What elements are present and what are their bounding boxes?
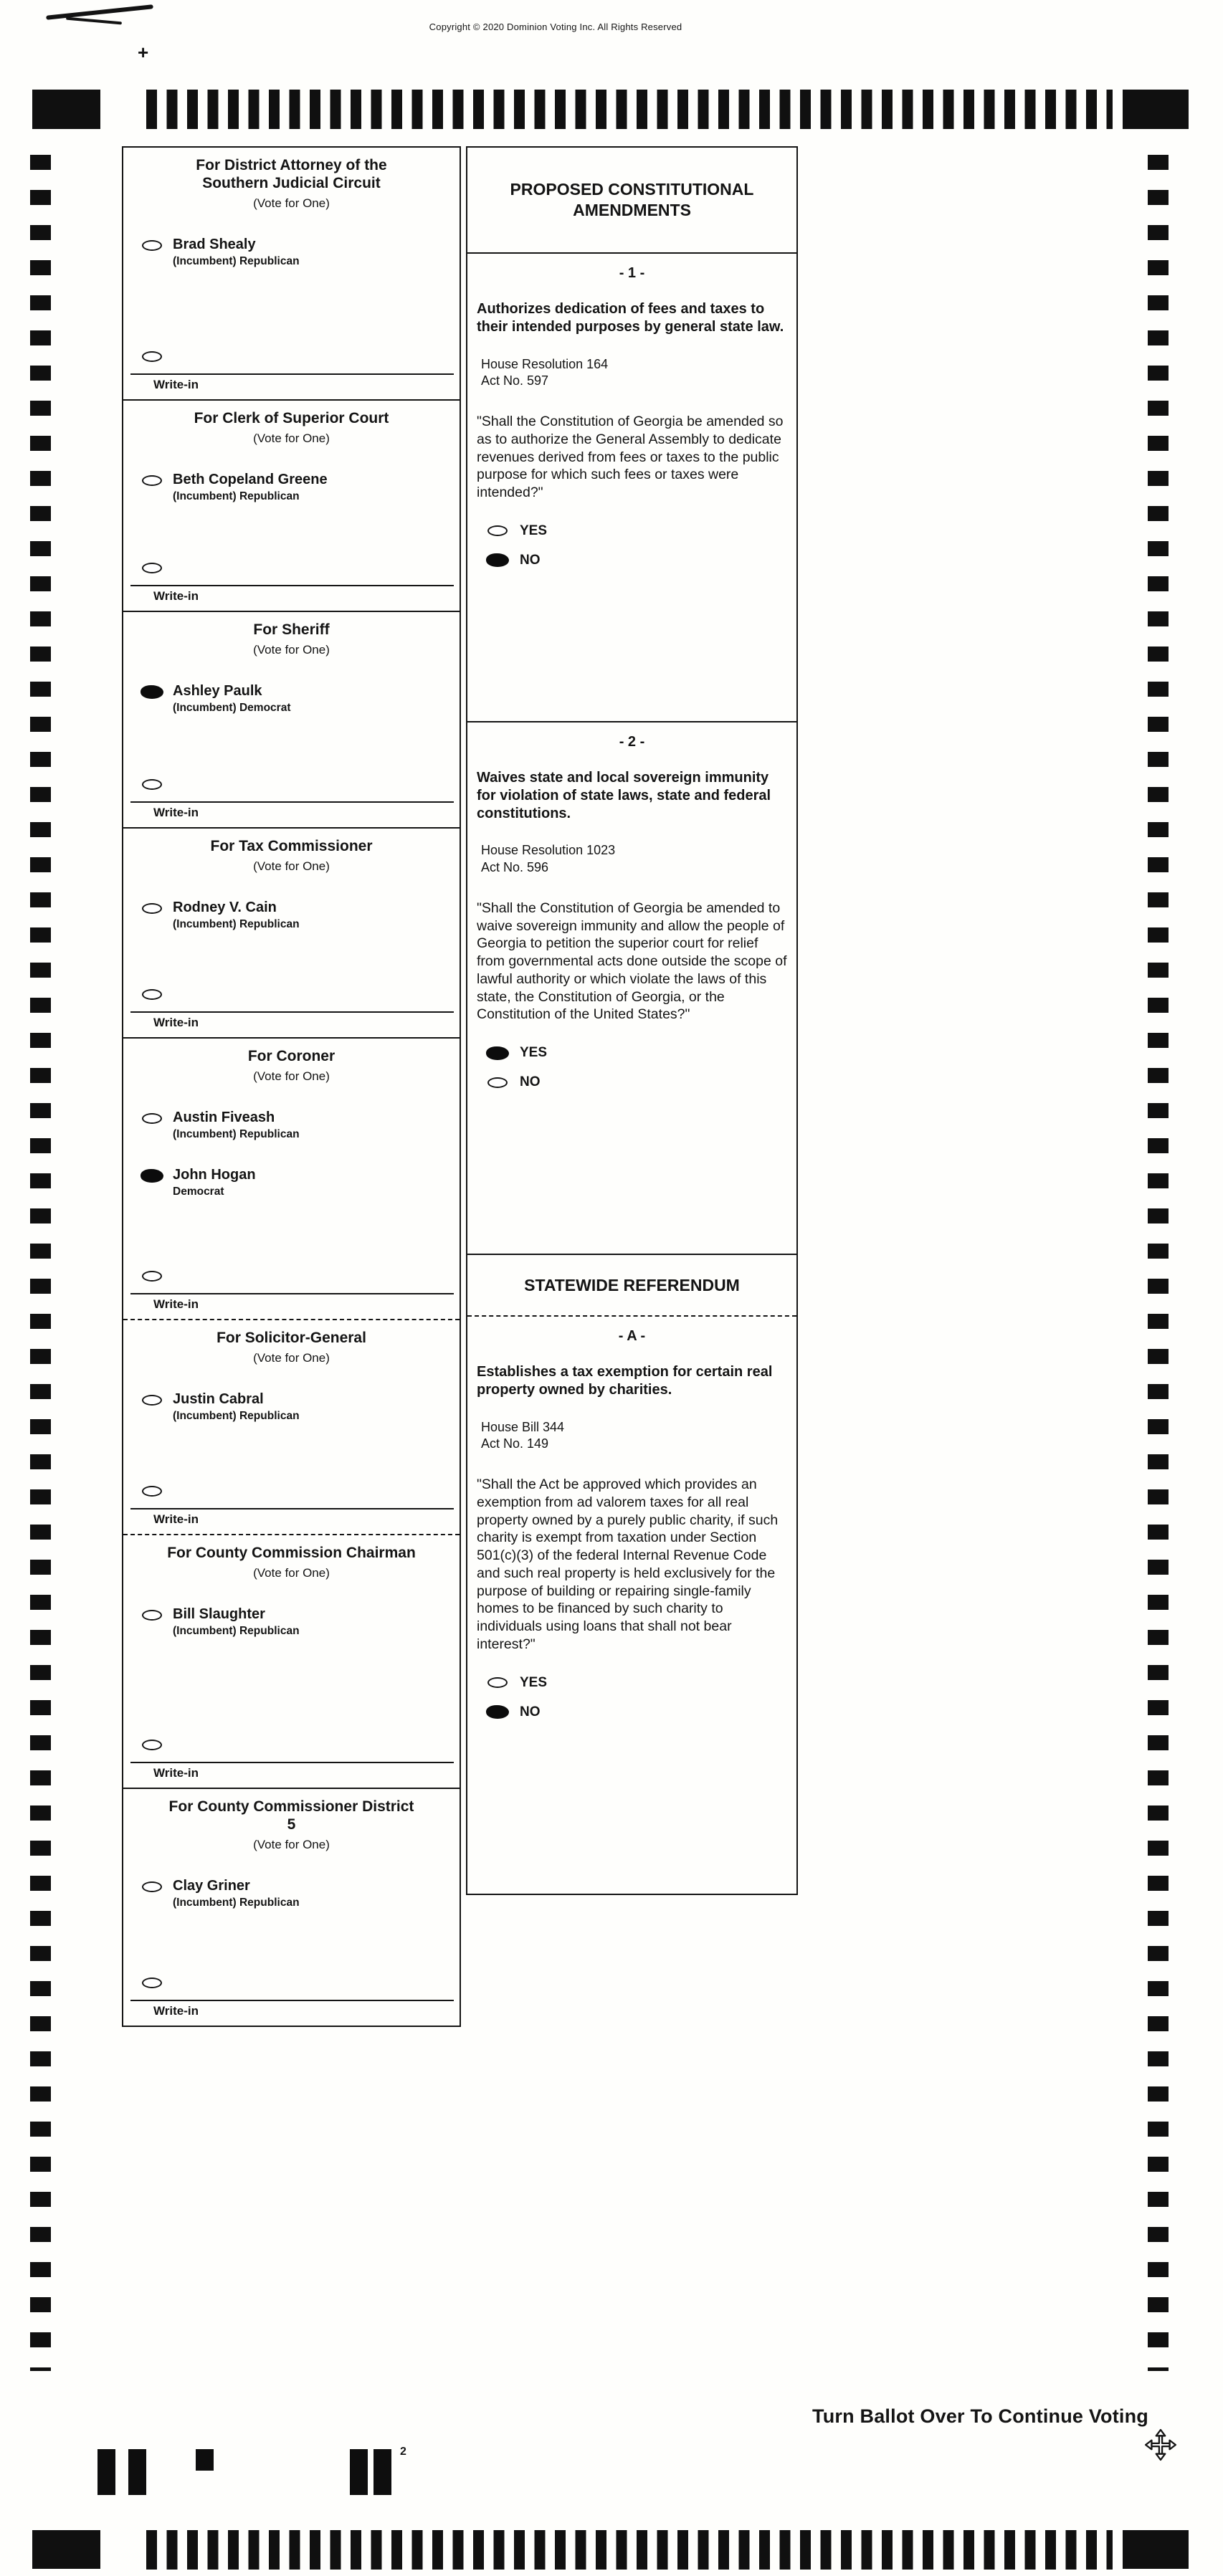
option-no-row [477,1704,787,1720]
candidate-row [123,1167,460,1198]
candidate-name: Ashley Paulk [173,682,262,699]
measure-refs [477,842,787,877]
write-in-label: Write-in [153,2004,199,2018]
measure-options [477,523,787,582]
candidate-party: (Incumbent) Republican [173,1896,300,1909]
write-in-group [123,1974,460,2026]
option-yes-row [477,523,787,539]
write-in-group [123,776,460,827]
write-in-label: Write-in [153,806,199,819]
write-in-group [123,986,460,1037]
contest-title: For County Commissioner District 5 [168,1798,414,1833]
four-way-arrow-icon [1144,2428,1177,2465]
no-oval[interactable] [487,555,508,566]
vote-oval[interactable] [142,1610,162,1621]
candidate-party: (Incumbent) Republican [173,490,300,502]
candidate-name: Clay Griner [173,1877,250,1894]
contest-title: For County Commission Chairman [167,1545,416,1561]
ballot-id-mark [350,2449,368,2495]
write-in-label: Write-in [153,1766,199,1780]
write-in-group [123,1267,460,1319]
referendum-header: STATEWIDE REFERENDUM [467,1255,796,1317]
no-label: NO [520,552,541,568]
measure-question: "Shall the Constitution of Georgia be amended to waive sovereign immunity and allow the people of Georgia to petition the superior court for relief from governmental acts done outside the scope of lawful authority or which violate the laws of this state, the Constitution of Georgia, or the Constitution of the United States?" [477,900,787,1023]
write-in-group [123,348,460,399]
vote-instruction: (Vote for One) [253,1837,330,1851]
corner-timing-block [1123,90,1189,129]
vote-instruction: (Vote for One) [253,1565,330,1580]
write-in-oval[interactable] [142,563,162,573]
candidate-party: (Incumbent) Republican [173,917,300,930]
candidate-name: Justin Cabral [173,1390,264,1407]
candidate-row [123,1110,460,1141]
contest-column [122,146,461,2027]
write-in-line[interactable] [130,1293,454,1294]
write-in-oval[interactable] [142,1486,162,1497]
amendment-2 [467,722,796,1255]
contest-title: For Clerk of Superior Court [194,410,389,426]
measure-summary: Authorizes dedication of fees and taxes to their intended purposes by general state law. [477,301,784,335]
candidate-party: (Incumbent) Democrat [173,701,291,714]
vote-oval[interactable] [142,475,162,486]
option-yes-row [477,1045,787,1061]
write-in-line[interactable] [130,801,454,803]
vote-instruction: (Vote for One) [253,1350,330,1365]
measure-summary: Establishes a tax exemption for certain real property owned by charities. [477,1364,773,1398]
write-in-line[interactable] [130,585,454,586]
vote-oval[interactable] [142,903,162,914]
write-in-oval[interactable] [142,779,162,790]
candidate-party: Democrat [173,1185,224,1198]
vote-instruction: (Vote for One) [253,859,330,873]
write-in-group [123,559,460,611]
candidate-name: Rodney V. Cain [173,899,277,915]
amendments-header: PROPOSED CONSTITUTIONAL AMENDMENTS [467,148,796,254]
contest-tax-commissioner [123,829,460,1039]
write-in-line[interactable] [130,2000,454,2001]
yes-label: YES [520,1045,548,1061]
measure-question: "Shall the Constitution of Georgia be amended so as to authorize the General Assembly to dedicate revenues derived from fees or taxes to the public purpose for which such fees or taxes were intended?" [477,414,784,501]
timing-marks-bottom [146,2530,1113,2570]
contest-title: For Solicitor-General [216,1330,366,1346]
candidate-name: John Hogan [173,1166,256,1183]
candidate-row [123,472,460,503]
no-oval[interactable] [487,1707,508,1717]
pen-mark [46,4,153,20]
write-in-line[interactable] [130,1508,454,1509]
sheet-number: 2 [400,2446,406,2458]
write-in-label: Write-in [153,378,199,391]
timing-marks-left [30,155,51,2371]
measure-summary: Waives state and local sovereign immunity for violation of state laws, state and federal constitutions. [477,770,771,821]
write-in-oval[interactable] [142,1740,162,1750]
candidate-row [123,1391,460,1423]
corner-timing-block [32,90,100,129]
vote-oval[interactable] [142,240,162,251]
measure-ref: Act No. 596 [481,860,549,875]
measure-refs [477,1419,787,1454]
measure-number: - 2 - [619,734,645,750]
candidate-row [123,900,460,931]
referendum-a [467,1317,796,1894]
write-in-oval[interactable] [142,1978,162,1988]
measure-column [466,146,798,1895]
write-in-oval[interactable] [142,1271,162,1282]
corner-timing-block [32,2530,100,2569]
measure-refs [477,356,787,391]
timing-marks-right [1148,155,1169,2371]
vote-oval[interactable] [142,1170,162,1181]
option-no-row [477,1074,787,1090]
write-in-label: Write-in [153,1297,199,1311]
vote-instruction: (Vote for One) [253,431,330,445]
write-in-row [123,348,460,362]
amendment-1 [467,254,796,722]
write-in-group [123,1736,460,1788]
vote-instruction: (Vote for One) [253,1069,330,1083]
ballot-id-mark [97,2449,115,2495]
yes-label: YES [520,1674,548,1690]
candidate-name: Beth Copeland Greene [173,471,328,487]
yes-oval[interactable] [487,1677,508,1688]
candidate-party: (Incumbent) Republican [173,1409,300,1422]
measure-options [477,1675,787,1734]
candidate-party: (Incumbent) Republican [173,254,300,267]
candidate-name: Brad Shealy [173,236,256,252]
write-in-line[interactable] [130,1011,454,1013]
measure-number: - A - [618,1328,646,1344]
option-no-row [477,553,787,568]
no-label: NO [520,1704,541,1719]
write-in-line[interactable] [130,373,454,375]
measure-ref: House Bill 344 [481,1419,565,1434]
contest-title: For Sheriff [253,621,330,638]
yes-label: YES [520,523,548,538]
corner-timing-block [1123,2530,1189,2569]
yes-oval[interactable] [487,525,508,536]
vote-oval[interactable] [142,687,162,697]
write-in-label: Write-in [153,1016,199,1029]
candidate-name: Austin Fiveash [173,1109,275,1125]
candidate-name: Bill Slaughter [173,1606,265,1622]
write-in-group [123,1482,460,1534]
write-in-oval[interactable] [142,351,162,362]
contest-coroner [123,1039,460,1320]
candidate-row [123,683,460,715]
timing-marks-top [146,90,1113,129]
yes-oval[interactable] [487,1048,508,1059]
contest-sheriff [123,612,460,829]
ballot-id-mark [128,2449,146,2495]
option-yes-row [477,1675,787,1691]
measure-number: - 1 - [619,265,645,281]
candidate-party: (Incumbent) Republican [173,1127,300,1140]
no-oval[interactable] [487,1077,508,1088]
vote-oval[interactable] [142,1881,162,1892]
contest-clerk-superior-court [123,401,460,612]
ballot-id-mark [373,2449,391,2495]
measure-ref: Act No. 597 [481,373,549,388]
contest-district-attorney [123,148,460,401]
write-in-label: Write-in [153,1512,199,1526]
registration-plus-mark: + [138,42,149,63]
contest-commission-chairman [123,1535,460,1789]
measure-ref: House Resolution 164 [481,356,609,371]
candidate-row [123,1606,460,1638]
candidate-party: (Incumbent) Republican [173,1624,300,1637]
measure-options [477,1045,787,1104]
contest-commissioner-district-5 [123,1789,460,2026]
write-in-oval[interactable] [142,989,162,1000]
write-in-line[interactable] [130,1762,454,1763]
vote-oval[interactable] [142,1395,162,1406]
candidate-row [123,1878,460,1909]
contest-title: For Tax Commissioner [210,838,373,854]
vote-instruction: (Vote for One) [253,642,330,657]
candidate-row [123,237,460,268]
contest-title: For District Attorney of the Southern Judicial Circuit [196,157,387,191]
turn-ballot-instruction: Turn Ballot Over To Continue Voting [812,2405,1148,2427]
vote-oval[interactable] [142,1113,162,1124]
vote-instruction: (Vote for One) [253,196,330,210]
measure-ref: House Resolution 1023 [481,843,616,858]
ballot-id-mark [196,2449,214,2471]
measure-ref: Act No. 149 [481,1436,549,1451]
contest-title: For Coroner [247,1048,336,1064]
write-in-label: Write-in [153,589,199,603]
no-label: NO [520,1074,541,1090]
copyright-text: Copyright © 2020 Dominion Voting Inc. All Rights Reserved [429,22,682,32]
contest-solicitor-general [123,1320,460,1535]
measure-question: "Shall the Act be approved which provides an exemption from ad valorem taxes for all real property owned by a purely public charity, if such charity is exempt from taxation under Section 501(c)(3) of the federal Internal Revenue Code and such real property is held exclusively for the purpose of building or repairing single-family homes to be financed by such charity to individuals using loans that shall not bear interest?" [477,1477,779,1652]
